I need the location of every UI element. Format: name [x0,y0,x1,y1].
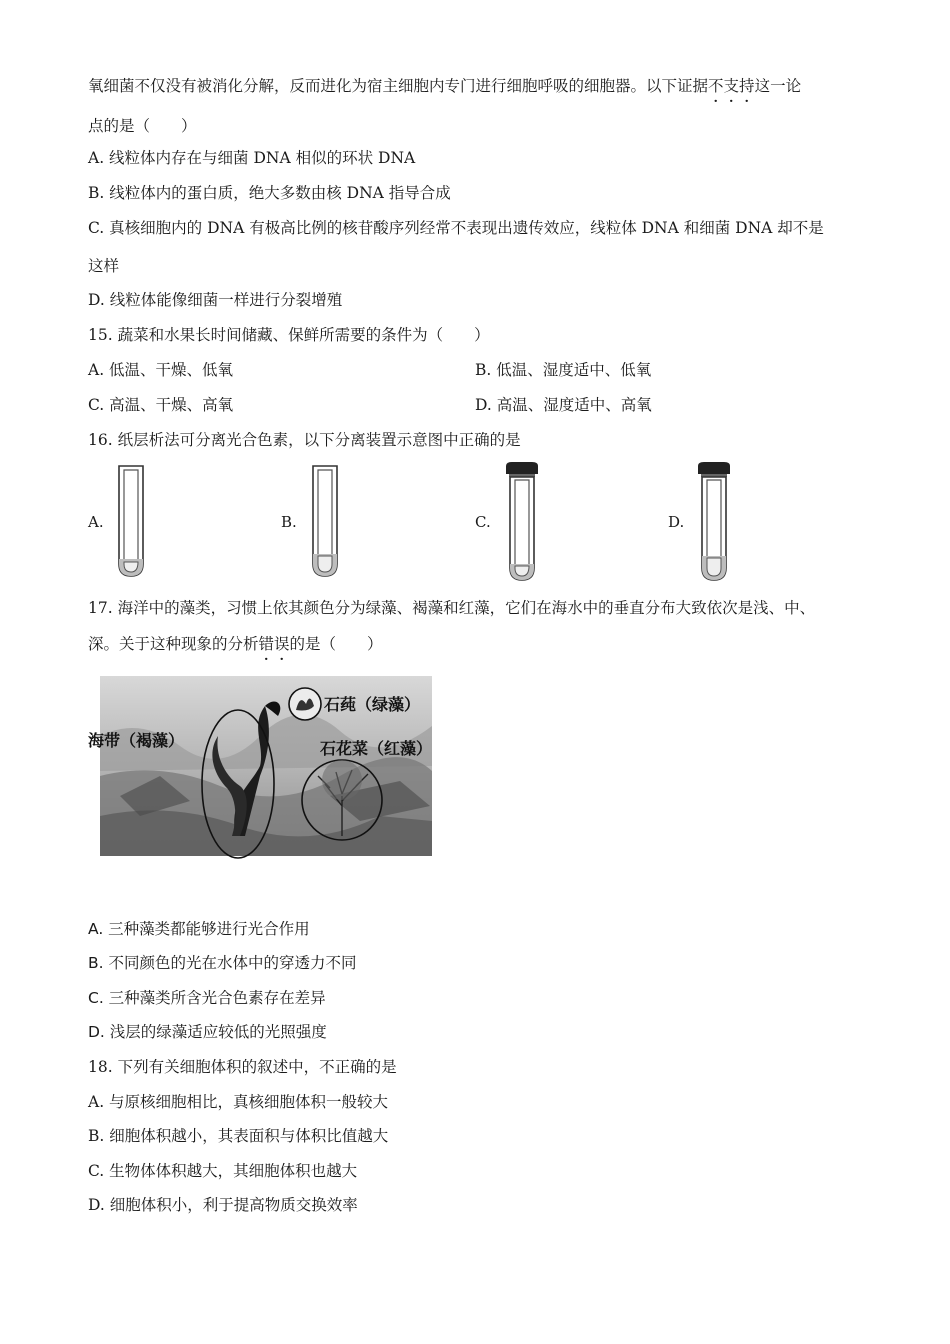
q16-label-b[interactable]: B. [281,513,297,531]
intro-line-2: 点的是（ ） [88,117,197,135]
q15-option-c[interactable]: C. 高温、干燥、高氧 [88,396,234,414]
q15-stem: 15. 蔬菜和水果长时间储藏、保鲜所需要的条件为（ ） [88,326,490,344]
q16-label-d[interactable]: D. [668,513,685,531]
emphasis-char: 支 [723,77,740,95]
label-brown-algae: 海带（褐藻） [88,731,185,750]
q18-option-d[interactable]: D. 细胞体积小，利于提高物质交换效率 [88,1196,358,1214]
q15-option-a[interactable]: A. 低温、干燥、低氧 [88,361,234,379]
stoppered-tube-d-icon [694,460,734,584]
test-tube-b-icon [307,460,343,580]
q17-stem-2: 深。关于这种现象的分析错误的是（ ） [88,635,383,653]
emphasis-char: 持 [739,77,755,95]
q18-option-a[interactable]: A. 与原核细胞相比，真核细胞体积一般较大 [88,1093,389,1111]
q16-label-c[interactable]: C. [475,513,491,531]
emphasis-char: 误 [274,635,290,653]
emphasis-char: 错 [258,635,275,653]
q17-option-c[interactable]: C. 三种藻类所含光合色素存在差异 [88,989,326,1007]
q17-option-b[interactable]: B. 不同颜色的光在水体中的穿透力不同 [88,954,357,972]
intro-line-1: 氧细菌不仅没有被消化分解，反而进化为宿主细胞内专门进行细胞呼吸的细胞器。以下证据不支持这一论 [88,77,802,95]
q15-option-d[interactable]: D. 高温、湿度适中、高氧 [475,396,652,414]
q18-option-c[interactable]: C. 生物体体积越大，其细胞体积也越大 [88,1162,358,1180]
q14-option-a[interactable]: A. 线粒体内存在与细菌 DNA 相似的环状 DNA [88,149,416,167]
q14-option-b[interactable]: B. 线粒体内的蛋白质，绝大多数由核 DNA 指导合成 [88,184,451,202]
algae-photo [88,676,433,856]
q17-option-a[interactable]: A. 三种藻类都能够进行光合作用 [88,920,310,938]
label-red-algae: 石花菜（红藻） [320,739,433,758]
q14-option-c-cont: 这样 [88,257,120,275]
test-tube-a-icon [113,460,149,580]
q18-option-b[interactable]: B. 细胞体积越小，其表面积与体积比值越大 [88,1127,389,1145]
emphasis-char: 不 [708,77,724,95]
q17-stem-1: 17. 海洋中的藻类，习惯上依其颜色分为绿藻、褐藻和红藻，它们在海水中的垂直分布大致依次是浅、中、 [88,599,816,617]
q16-stem: 16. 纸层析法可分离光合色素，以下分离装置示意图中正确的是 [88,431,521,449]
q17-option-d[interactable]: D. 浅层的绿藻适应较低的光照强度 [88,1023,327,1041]
label-green-algae: 石莼（绿藻） [324,695,421,714]
q14-option-c[interactable]: C. 真核细胞内的 DNA 有极高比例的核苷酸序列经常不表现出遗传效应，线粒体 DNA 和细菌 DNA 却不是 [88,219,824,237]
q16-label-a[interactable]: A. [88,513,104,531]
q14-option-d[interactable]: D. 线粒体能像细菌一样进行分裂增殖 [88,291,343,309]
stoppered-tube-c-icon [502,460,542,584]
q15-option-b[interactable]: B. 低温、湿度适中、低氧 [475,361,652,379]
q18-stem: 18. 下列有关细胞体积的叙述中，不正确的是 [88,1058,397,1076]
